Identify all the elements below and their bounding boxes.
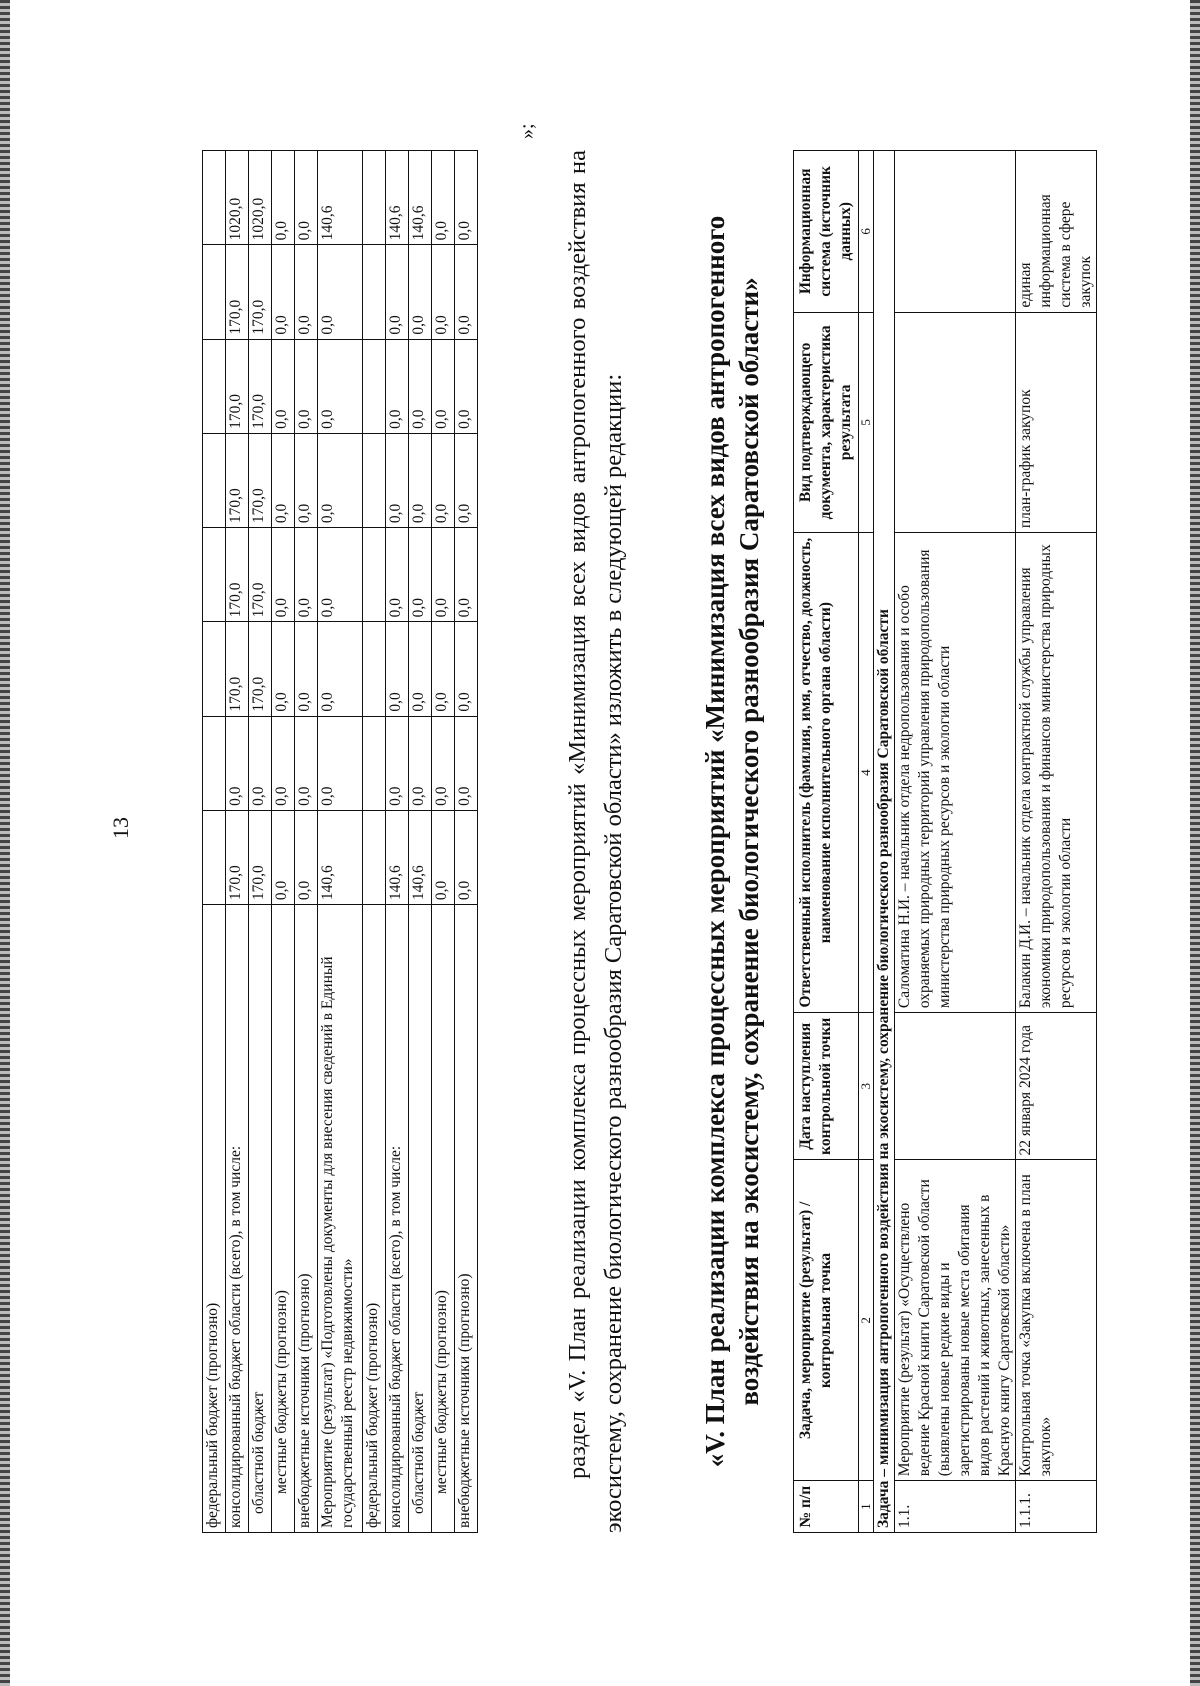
scan-edge-right <box>1190 0 1200 1686</box>
intro-text: раздел «V. План реализации комплекса процессных мероприятий «Минимизация всех видов антропогенного воздействия на экосистему, сохранение биологического разнообразия Саратовской области» изложить в следующей редакции: <box>564 150 627 1533</box>
finance-value: 0,0 <box>272 339 295 433</box>
finance-value: 0,0 <box>455 151 478 245</box>
finance-value <box>363 622 386 716</box>
finance-value <box>203 528 226 622</box>
finance-row <box>272 151 295 1533</box>
finance-value: 0,0 <box>386 245 409 339</box>
finance-value: 170,0 <box>249 339 272 433</box>
finance-value: 0,0 <box>386 622 409 716</box>
header-responsible: Ответственный исполнитель (фамилия, имя, отчество, должность, наименование исполнительного органа области) <box>794 533 859 1013</box>
intro-paragraph <box>560 150 632 1533</box>
finance-value <box>203 339 226 433</box>
closing-quote: »; <box>516 123 538 139</box>
finance-value: 0,0 <box>432 716 455 810</box>
row-name: Мероприятие (результат) «Осуществлено ведение Красной книги Саратовской области (выявлены новые редкие виды и зарегистрированы новые места обитания видов растений и животных, занесенных в Красную книгу Саратовской области» <box>895 1160 1016 1481</box>
rotated-page <box>98 99 1150 1585</box>
finance-row-label: местные бюджеты (прогнозно) <box>432 905 455 1533</box>
finance-value: 0,0 <box>455 622 478 716</box>
header-num: № п/п <box>794 1481 859 1533</box>
finance-value <box>363 716 386 810</box>
finance-value: 170,0 <box>226 528 249 622</box>
finance-value: 1020,0 <box>249 151 272 245</box>
finance-value <box>363 810 386 904</box>
row-date: 22 января 2024 года <box>1016 1013 1097 1160</box>
finance-value: 0,0 <box>455 716 478 810</box>
finance-value: 1020,0 <box>226 151 249 245</box>
finance-value: 0,0 <box>409 339 432 433</box>
finance-value: 0,0 <box>455 339 478 433</box>
scan-edge-left <box>0 0 10 1686</box>
finance-value: 0,0 <box>272 716 295 810</box>
finance-value: 0,0 <box>272 433 295 527</box>
finance-row-label: областной бюджет <box>249 905 272 1533</box>
finance-row-label: внебюджетные источники (прогнозно) <box>455 905 478 1533</box>
row-num: 1.1.1. <box>1016 1481 1097 1533</box>
finance-value: 0,0 <box>455 810 478 904</box>
finance-value: 170,0 <box>249 433 272 527</box>
finance-row <box>203 151 226 1533</box>
plan-row <box>895 151 1016 1533</box>
colnum-3: 3 <box>859 1013 874 1160</box>
finance-value: 0,0 <box>409 433 432 527</box>
finance-row <box>295 151 318 1533</box>
finance-value: 0,0 <box>272 810 295 904</box>
finance-value: 170,0 <box>226 433 249 527</box>
page-number: 13 <box>108 817 133 839</box>
finance-value: 0,0 <box>455 528 478 622</box>
finance-value: 0,0 <box>432 245 455 339</box>
colnum-1: 1 <box>859 1481 874 1533</box>
row-system <box>895 151 1016 313</box>
finance-table <box>202 150 478 1533</box>
finance-row <box>409 151 432 1533</box>
finance-value: 170,0 <box>226 810 249 904</box>
finance-value <box>363 245 386 339</box>
finance-value: 0,0 <box>318 622 363 716</box>
finance-value: 0,0 <box>272 151 295 245</box>
finance-value: 170,0 <box>249 245 272 339</box>
finance-row <box>386 151 409 1533</box>
finance-row-label: федеральный бюджет (прогнозно) <box>363 905 386 1533</box>
finance-value <box>363 151 386 245</box>
finance-value: 0,0 <box>318 339 363 433</box>
colnum-5: 5 <box>859 312 874 533</box>
finance-value: 0,0 <box>386 528 409 622</box>
finance-value: 0,0 <box>226 716 249 810</box>
finance-value: 0,0 <box>295 528 318 622</box>
finance-value: 170,0 <box>249 810 272 904</box>
header-task: Задача, мероприятие (результат) / контрольная точка <box>794 1160 859 1481</box>
finance-value: 0,0 <box>272 528 295 622</box>
finance-value: 170,0 <box>249 528 272 622</box>
column-number-row <box>859 151 874 1533</box>
finance-value: 0,0 <box>318 245 363 339</box>
finance-value: 0,0 <box>295 433 318 527</box>
finance-value: 0,0 <box>432 528 455 622</box>
finance-value: 170,0 <box>226 622 249 716</box>
task-row <box>874 151 895 1533</box>
colnum-4: 4 <box>859 533 874 1013</box>
row-system: единая информационная система в сфере закупок <box>1016 151 1097 313</box>
task-text: Задача – минимизация антропогенного воздействия на экосистему, сохранение биологического разнообразия Саратовской области <box>874 151 895 1533</box>
header-system: Информационная система (источник данных) <box>794 151 859 313</box>
finance-value: 0,0 <box>272 622 295 716</box>
finance-value <box>363 339 386 433</box>
finance-row-label: Мероприятие (результат) «Подготовлены документы для внесения сведений в Единый государственный реестр недвижимости» <box>318 905 363 1533</box>
row-responsible: Балакин Д.И. – начальник отдела контрактной службы управления экономики природопользования и финансов министерства природных ресурсов и экологии области <box>1016 533 1097 1013</box>
finance-value: 0,0 <box>409 528 432 622</box>
finance-value: 0,0 <box>432 339 455 433</box>
row-date <box>895 1013 1016 1160</box>
finance-row-label: областной бюджет <box>409 905 432 1533</box>
finance-value <box>363 528 386 622</box>
finance-row <box>432 151 455 1533</box>
row-responsible: Саломатина Н.И. – начальник отдела недропользования и особо охраняемых природных территорий управления природопользования министерства природных ресурсов и экологии области <box>895 533 1016 1013</box>
finance-value: 0,0 <box>318 528 363 622</box>
row-document <box>895 312 1016 533</box>
finance-value: 0,0 <box>295 151 318 245</box>
colnum-6: 6 <box>859 151 874 313</box>
finance-value <box>203 716 226 810</box>
plan-row <box>1016 151 1097 1533</box>
header-document: Вид подтверждающего документа, характеристика результата <box>794 312 859 533</box>
finance-value: 0,0 <box>432 151 455 245</box>
finance-value: 0,0 <box>295 716 318 810</box>
finance-value <box>363 433 386 527</box>
finance-value: 0,0 <box>409 622 432 716</box>
finance-value: 140,6 <box>318 151 363 245</box>
finance-value: 0,0 <box>386 339 409 433</box>
row-document: план-график закупок <box>1016 312 1097 533</box>
finance-value: 0,0 <box>318 716 363 810</box>
row-name: Контрольная точка «Закупка включена в план закупок» <box>1016 1160 1097 1481</box>
finance-value: 170,0 <box>226 339 249 433</box>
finance-value: 140,6 <box>386 151 409 245</box>
finance-value <box>203 151 226 245</box>
finance-row-label: местные бюджеты (прогнозно) <box>272 905 295 1533</box>
finance-row <box>318 151 363 1533</box>
finance-row <box>226 151 249 1533</box>
finance-value: 0,0 <box>295 339 318 433</box>
finance-value: 140,6 <box>409 151 432 245</box>
finance-value: 0,0 <box>249 716 272 810</box>
finance-value: 0,0 <box>272 245 295 339</box>
finance-value: 0,0 <box>295 245 318 339</box>
finance-value: 0,0 <box>318 433 363 527</box>
finance-value: 170,0 <box>249 622 272 716</box>
finance-value: 0,0 <box>432 810 455 904</box>
finance-row <box>455 151 478 1533</box>
finance-row-label: консолидированный бюджет области (всего), в том числе: <box>386 905 409 1533</box>
colnum-2: 2 <box>859 1160 874 1481</box>
plan-header-row <box>794 151 859 1533</box>
finance-value: 140,6 <box>409 810 432 904</box>
finance-value <box>203 433 226 527</box>
finance-value: 0,0 <box>295 622 318 716</box>
finance-value: 0,0 <box>432 433 455 527</box>
plan-table <box>793 150 1097 1533</box>
section-title: «V. План реализации комплекса процессных мероприятий «Минимизация всех видов антропогенного воздействия на экосистему, сохранение биологического разнообразия Саратовской области» <box>700 215 764 1468</box>
finance-value: 140,6 <box>318 810 363 904</box>
finance-value <box>203 245 226 339</box>
finance-row-label: внебюджетные источники (прогнозно) <box>295 905 318 1533</box>
finance-value: 140,6 <box>386 810 409 904</box>
finance-value: 0,0 <box>386 433 409 527</box>
finance-value: 0,0 <box>455 245 478 339</box>
finance-value: 170,0 <box>226 245 249 339</box>
finance-value: 0,0 <box>386 716 409 810</box>
finance-value: 0,0 <box>409 245 432 339</box>
finance-value: 0,0 <box>295 810 318 904</box>
finance-value: 0,0 <box>409 716 432 810</box>
finance-value <box>203 622 226 716</box>
finance-row-label: консолидированный бюджет области (всего), в том числе: <box>226 905 249 1533</box>
finance-value: 0,0 <box>432 622 455 716</box>
row-num: 1.1. <box>895 1481 1016 1533</box>
finance-value <box>203 810 226 904</box>
finance-row-label: федеральный бюджет (прогнозно) <box>203 905 226 1533</box>
header-date: Дата наступления контрольной точки <box>794 1013 859 1160</box>
finance-row <box>249 151 272 1533</box>
finance-value: 0,0 <box>455 433 478 527</box>
finance-row <box>363 151 386 1533</box>
